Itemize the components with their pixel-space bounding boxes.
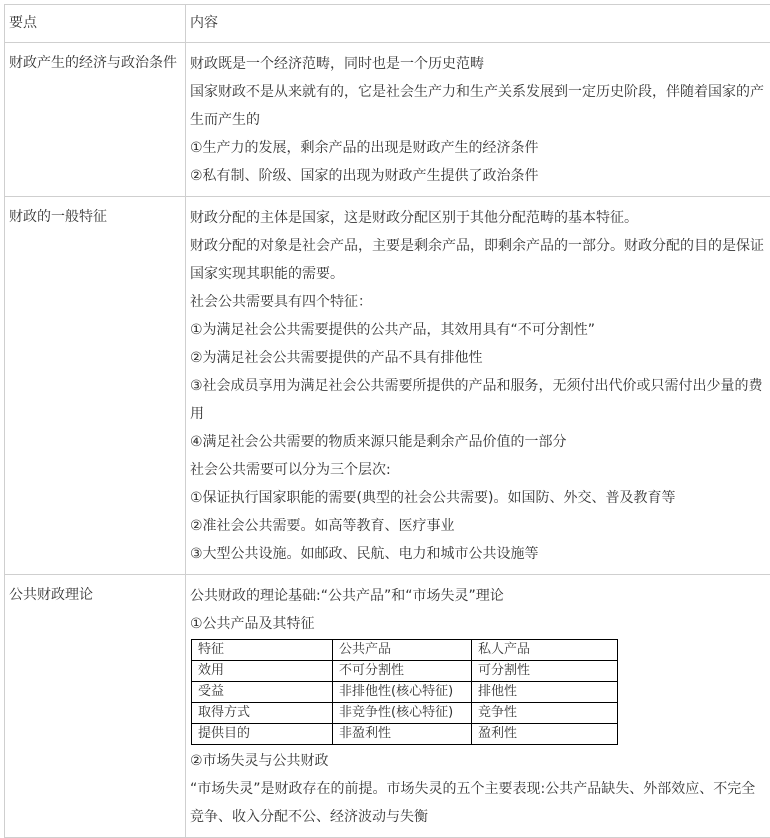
content-line: 财政分配的对象是社会产品，主要是剩余产品，即剩余产品的一部分。财政分配的目的是保证国家实现其职能的需要。 bbox=[190, 232, 769, 288]
comparison-header-cell: 公共产品 bbox=[333, 640, 472, 661]
content-cell bbox=[186, 575, 770, 838]
comparison-cell: 取得方式 bbox=[192, 703, 333, 724]
point-cell: 财政产生的经济与政治条件 bbox=[5, 43, 186, 197]
content-table bbox=[4, 4, 770, 838]
comparison-header-cell: 特征 bbox=[192, 640, 333, 661]
comparison-cell: 效用 bbox=[192, 661, 333, 682]
content-line: ②市场失灵与公共财政 bbox=[190, 747, 769, 775]
content-line: 公共财政的理论基础:“公共产品”和“市场失灵”理论 bbox=[190, 582, 769, 610]
content-line: ①为满足社会公共需要提供的公共产品，其效用具有“不可分割性” bbox=[190, 316, 769, 344]
comparison-cell: 提供目的 bbox=[192, 724, 333, 745]
comparison-cell: 不可分割性 bbox=[333, 661, 472, 682]
comparison-cell: 可分割性 bbox=[472, 661, 618, 682]
comparison-cell: 受益 bbox=[192, 682, 333, 703]
content-line: 社会公共需要可以分为三个层次: bbox=[190, 456, 769, 484]
comparison-row bbox=[192, 724, 618, 745]
comparison-cell: 非排他性(核心特征) bbox=[333, 682, 472, 703]
comparison-row bbox=[192, 682, 618, 703]
comparison-cell: 非竞争性(核心特征) bbox=[333, 703, 472, 724]
content-line: “市场失灵”是财政存在的前提。市场失灵的五个主要表现:公共产品缺失、外部效应、不完全竞争、收入分配不公、经济波动与失衡 bbox=[190, 775, 769, 831]
content-line: ①保证执行国家职能的需要(典型的社会公共需要)。如国防、外交、普及教育等 bbox=[190, 484, 769, 512]
content-line: ②为满足社会公共需要提供的产品不具有排他性 bbox=[190, 344, 769, 372]
content-line: ①生产力的发展，剩余产品的出现是财政产生的经济条件 bbox=[190, 134, 769, 162]
point-cell: 财政的一般特征 bbox=[5, 197, 186, 575]
comparison-cell: 盈利性 bbox=[472, 724, 618, 745]
comparison-header-row bbox=[192, 640, 618, 661]
comparison-cell: 非盈利性 bbox=[333, 724, 472, 745]
table-header-row bbox=[5, 5, 770, 43]
table-row bbox=[5, 43, 770, 197]
table-row bbox=[5, 197, 770, 575]
comparison-table bbox=[191, 639, 618, 745]
content-line: ③大型公共设施。如邮政、民航、电力和城市公共设施等 bbox=[190, 540, 769, 568]
content-line: 国家财政不是从来就有的，它是社会生产力和生产关系发展到一定历史阶段，伴随着国家的产生而产生的 bbox=[190, 78, 769, 134]
content-line: ②私有制、阶级、国家的出现为财政产生提供了政治条件 bbox=[190, 162, 769, 190]
comparison-cell: 竞争性 bbox=[472, 703, 618, 724]
comparison-row bbox=[192, 661, 618, 682]
content-cell bbox=[186, 43, 770, 197]
point-cell: 公共财政理论 bbox=[5, 575, 186, 838]
content-line: ③社会成员享用为满足社会公共需要所提供的产品和服务，无须付出代价或只需付出少量的费用 bbox=[190, 372, 769, 428]
comparison-cell: 排他性 bbox=[472, 682, 618, 703]
content-cell bbox=[186, 197, 770, 575]
content-line: 财政分配的主体是国家，这是财政分配区别于其他分配范畴的基本特征。 bbox=[190, 204, 769, 232]
content-line: ④满足社会公共需要的物质来源只能是剩余产品价值的一部分 bbox=[190, 428, 769, 456]
header-cell-point: 要点 bbox=[5, 5, 186, 43]
content-line: ②准社会公共需要。如高等教育、医疗事业 bbox=[190, 512, 769, 540]
header-cell-content: 内容 bbox=[186, 5, 770, 43]
content-line: 社会公共需要具有四个特征： bbox=[190, 288, 769, 316]
content-line: 财政既是一个经济范畴，同时也是一个历史范畴 bbox=[190, 50, 769, 78]
comparison-row bbox=[192, 703, 618, 724]
content-line: ①公共产品及其特征 bbox=[190, 610, 769, 638]
table-row bbox=[5, 575, 770, 838]
comparison-header-cell: 私人产品 bbox=[472, 640, 618, 661]
